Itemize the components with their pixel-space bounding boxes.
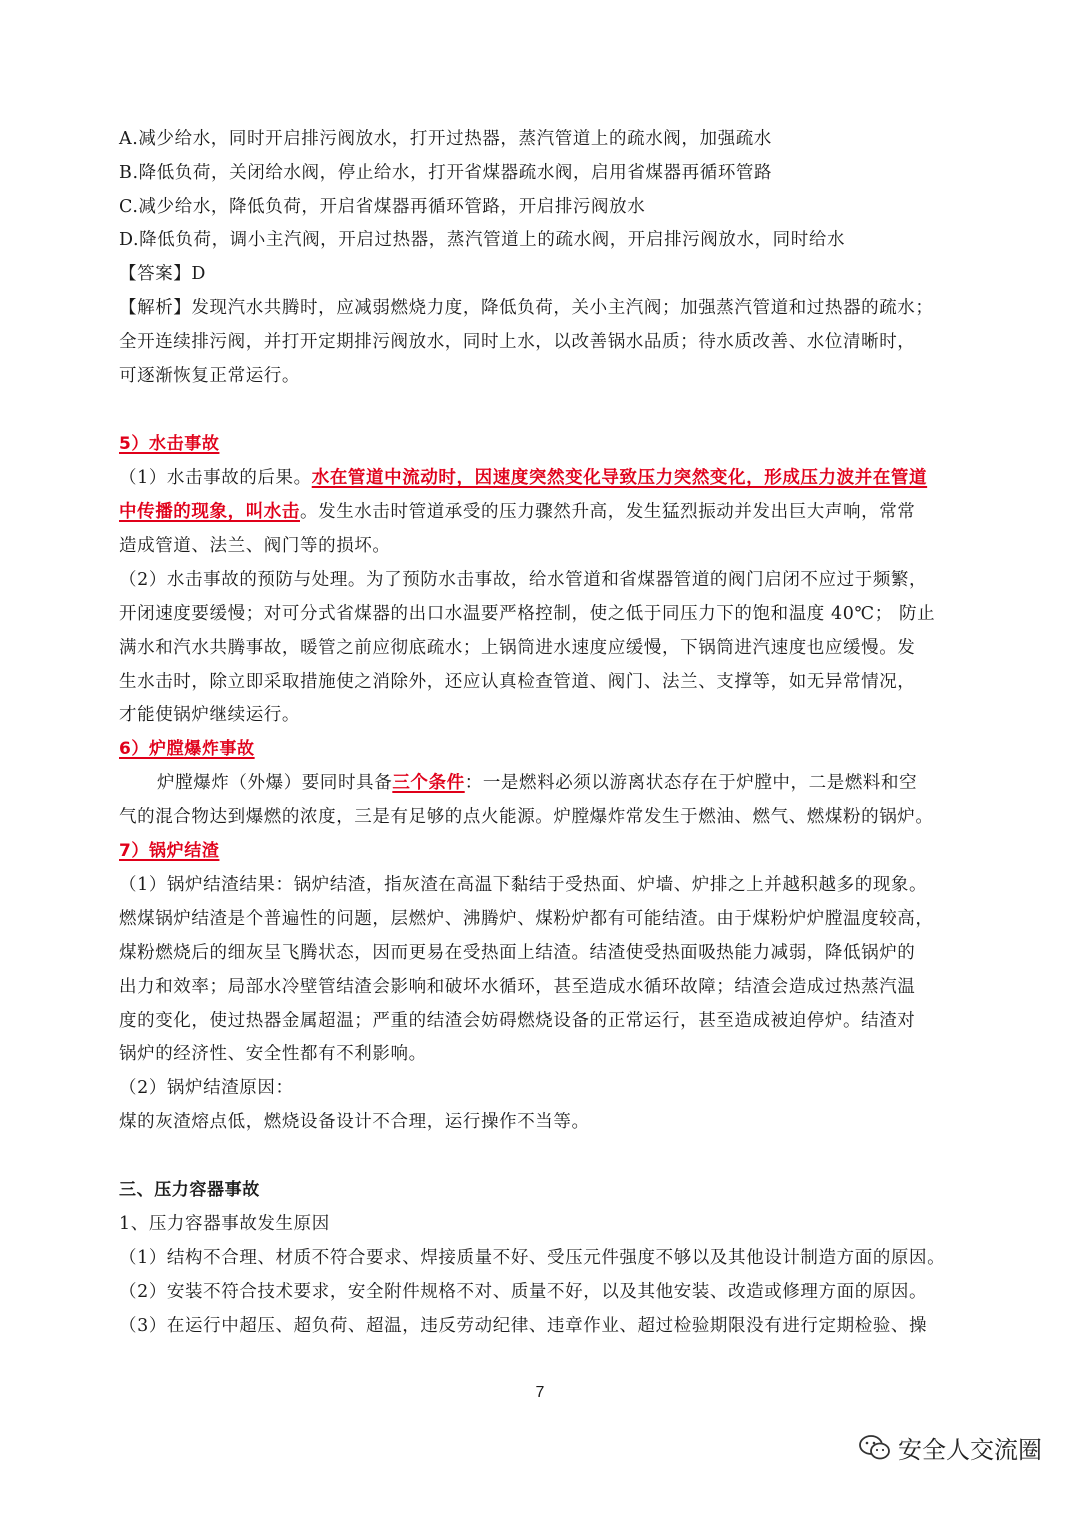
- analysis-line-3: 可逐渐恢复正常运行。: [119, 366, 300, 386]
- slagging-line-5: 度的变化，使过热器金属超温；严重的结渣会妨碍燃烧设备的正常运行，甚至造成被迫停炉。结渣对: [119, 1011, 916, 1031]
- water-hammer-definition-part2: 中传播的现象，叫水击: [119, 502, 300, 522]
- furnace-explosion-rest: ：一是燃料必须以游离状态存在于炉膛中，二是燃料和空: [464, 773, 918, 793]
- furnace-explosion-line-1: [157, 771, 1007, 795]
- water-hammer-p2-line-5: 才能使锅炉继续运行。: [119, 705, 300, 725]
- slagging-line-4: 出力和效率；局部水冷壁管结渣会影响和破坏水循环，甚至造成水循环故障；结渣会造成过热蒸汽温: [119, 977, 916, 997]
- water-hammer-p1-line-1: [119, 466, 969, 490]
- water-hammer-p2-line-1: （2）水击事故的预防与处理。为了预防水击事故，给水管道和省煤器管道的阀门启闭不应过于频繁，: [119, 570, 928, 590]
- option-c: C.减少给水，降低负荷，开启省煤器再循环管路，开启排污阀放水: [119, 197, 646, 217]
- water-hammer-definition-part1: 水在管道中流动时，因速度突然变化导致压力突然变化，形成压力波并在管道: [311, 468, 928, 488]
- furnace-explosion-prefix: 炉膛爆炸（外爆）要同时具备: [157, 773, 393, 793]
- answer: 【答案】D: [119, 264, 207, 284]
- water-hammer-p1-rest: 。发生水击时管道承受的压力骤然升高，发生猛烈振动并发出巨大声响，常常: [300, 502, 916, 522]
- watermark: [858, 1430, 1042, 1465]
- section-heading-pressure-vessel: 三、压力容器事故: [119, 1180, 260, 1200]
- pressure-vessel-subheading: 1、压力容器事故发生原因: [119, 1214, 330, 1234]
- pressure-vessel-line-3: （3）在运行中超压、超负荷、超温，违反劳动纪律、违章作业、超过检验期限没有进行定期检验、操: [119, 1316, 928, 1336]
- water-hammer-p2-line-2: 开闭速度要缓慢；对可分式省煤器的出口水温要严格控制，使之低于同压力下的饱和温度 40℃； 防止: [119, 604, 936, 624]
- water-hammer-p1-line-3: 造成管道、法兰、阀门等的损坏。: [119, 536, 391, 556]
- option-b: B.降低负荷，关闭给水阀，停止给水，打开省煤器疏水阀，启用省煤器再循环管路: [119, 163, 773, 183]
- water-hammer-p2-line-4: 生水击时，除立即采取措施使之消除外，还应认真检查管道、阀门、法兰、支撑等，如无异常情况，: [119, 672, 916, 692]
- slagging-line-2: 燃煤锅炉结渣是个普遍性的问题，层燃炉、沸腾炉、煤粉炉都有可能结渣。由于煤粉炉炉膛温度较高，: [119, 909, 934, 929]
- section-heading-slagging: 7）锅炉结渣: [119, 841, 220, 861]
- water-hammer-p1-prefix: （1）水击事故的后果。: [119, 468, 312, 488]
- option-a: A.减少给水，同时开启排污阀放水，打开过热器，蒸汽管道上的疏水阀，加强疏水: [119, 129, 772, 149]
- analysis-line-2: 全开连续排污阀，并打开定期排污阀放水，同时上水，以改善锅水品质；待水质改善、水位清晰时，: [119, 332, 916, 352]
- slagging-line-3: 煤粉燃烧后的细灰呈飞腾状态，因而更易在受热面上结渣。结渣使受热面吸热能力减弱，降低锅炉的: [119, 943, 916, 963]
- water-hammer-p2-line-3: 满水和汽水共腾事故，暖管之前应彻底疏水；上锅筒进水速度应缓慢，下锅筒进汽速度也应缓慢。发: [119, 638, 916, 658]
- section-heading-water-hammer: 5）水击事故: [119, 434, 220, 454]
- wechat-icon: [858, 1433, 892, 1463]
- slagging-line-6: 锅炉的经济性、安全性都有不利影响。: [119, 1044, 427, 1064]
- section-heading-furnace-explosion: 6）炉膛爆炸事故: [119, 739, 255, 759]
- page-number: 7: [535, 1384, 545, 1401]
- three-conditions-highlight: 三个条件: [392, 773, 465, 793]
- slagging-line-7: （2）锅炉结渣原因：: [119, 1078, 294, 1098]
- slagging-line-1: （1）锅炉结渣结果：锅炉结渣，指灰渣在高温下黏结于受热面、炉墙、炉排之上并越积越多的现象。: [119, 875, 928, 895]
- pressure-vessel-line-1: （1）结构不合理、材质不符合要求、焊接质量不好、受压元件强度不够以及其他设计制造方面的原因。: [119, 1248, 946, 1268]
- option-d: D.降低负荷，调小主汽阀，开启过热器，蒸汽管道上的疏水阀，开启排污阀放水，同时给水: [119, 230, 846, 250]
- furnace-explosion-line-2: 气的混合物达到爆燃的浓度，三是有足够的点火能源。炉膛爆炸常发生于燃油、燃气、燃煤粉的锅炉。: [119, 807, 934, 827]
- analysis-line-1: 【解析】发现汽水共腾时，应减弱燃烧力度，降低负荷，关小主汽阀；加强蒸汽管道和过热器的疏水；: [119, 298, 934, 318]
- watermark-text: 安全人交流圈: [898, 1436, 1042, 1464]
- water-hammer-p1-line-2: [119, 500, 969, 524]
- slagging-line-8: 煤的灰渣熔点低，燃烧设备设计不合理，运行操作不当等。: [119, 1112, 590, 1132]
- pressure-vessel-line-2: （2）安装不符合技术要求，安全附件规格不对、质量不好，以及其他安装、改造或修理方面的原因。: [119, 1282, 928, 1302]
